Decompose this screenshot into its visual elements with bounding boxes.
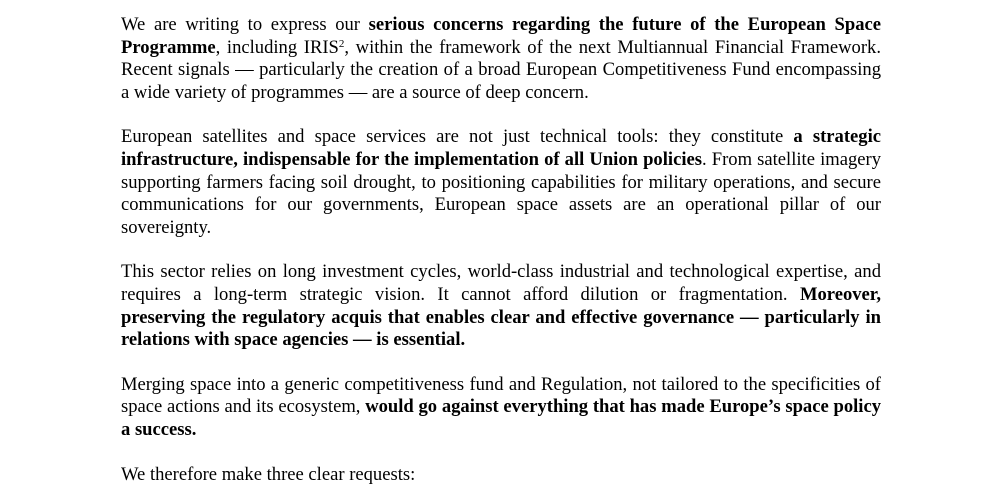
text-run: , within the framework of the next Multiannual Financial Framework. Recent signals — particularly the creation of a broad European Competitiveness Fund encompassing a wide variety of programmes — are a source of deep concern.: [121, 36, 881, 103]
text-run: , including IRIS: [215, 36, 339, 58]
letter-body: [121, 14, 881, 486]
emphasis-text: serious concerns regarding the future of the European Space Programme: [121, 14, 882, 58]
emphasis-text: a strategic infrastructure, indispensable for the implementation of all Union policies: [121, 126, 881, 170]
paragraph-strategic-infrastructure: [121, 126, 881, 239]
paragraph-concerns: [121, 14, 881, 104]
text-run: This sector relies on long investment cycles, world-class industrial and technological expertise, and requires a long-term strategic vision. It cannot afford dilution or fragmentation.: [121, 261, 881, 305]
text-run: . From satellite imagery supporting farmers facing soil drought, to positioning capabilities for military operations, and secure communications for our governments, European space assets are an operational pillar of our sovereignty.: [121, 148, 881, 238]
text-run: We therefore make three clear requests:: [121, 463, 416, 485]
paragraph-requests-intro: [121, 464, 881, 487]
paragraph-investment-cycles: [121, 261, 881, 351]
emphasis-text: would go against everything that has made Europe’s space policy a success.: [121, 396, 881, 440]
footnote-marker: 2: [338, 37, 345, 50]
emphasis-text: Moreover, preserving the regulatory acquis that enables clear and effective governance — particularly in relations with space agencies — is essential.: [121, 283, 881, 351]
text-run: European satellites and space services are not just technical tools: they constitute: [121, 126, 794, 148]
text-run: Merging space into a generic competitiveness fund and Regulation, not tailored to the specificities of space actions and its ecosystem,: [121, 373, 881, 418]
paragraph-merging-space: [121, 374, 881, 442]
text-run: We are writing to express our: [121, 14, 369, 35]
